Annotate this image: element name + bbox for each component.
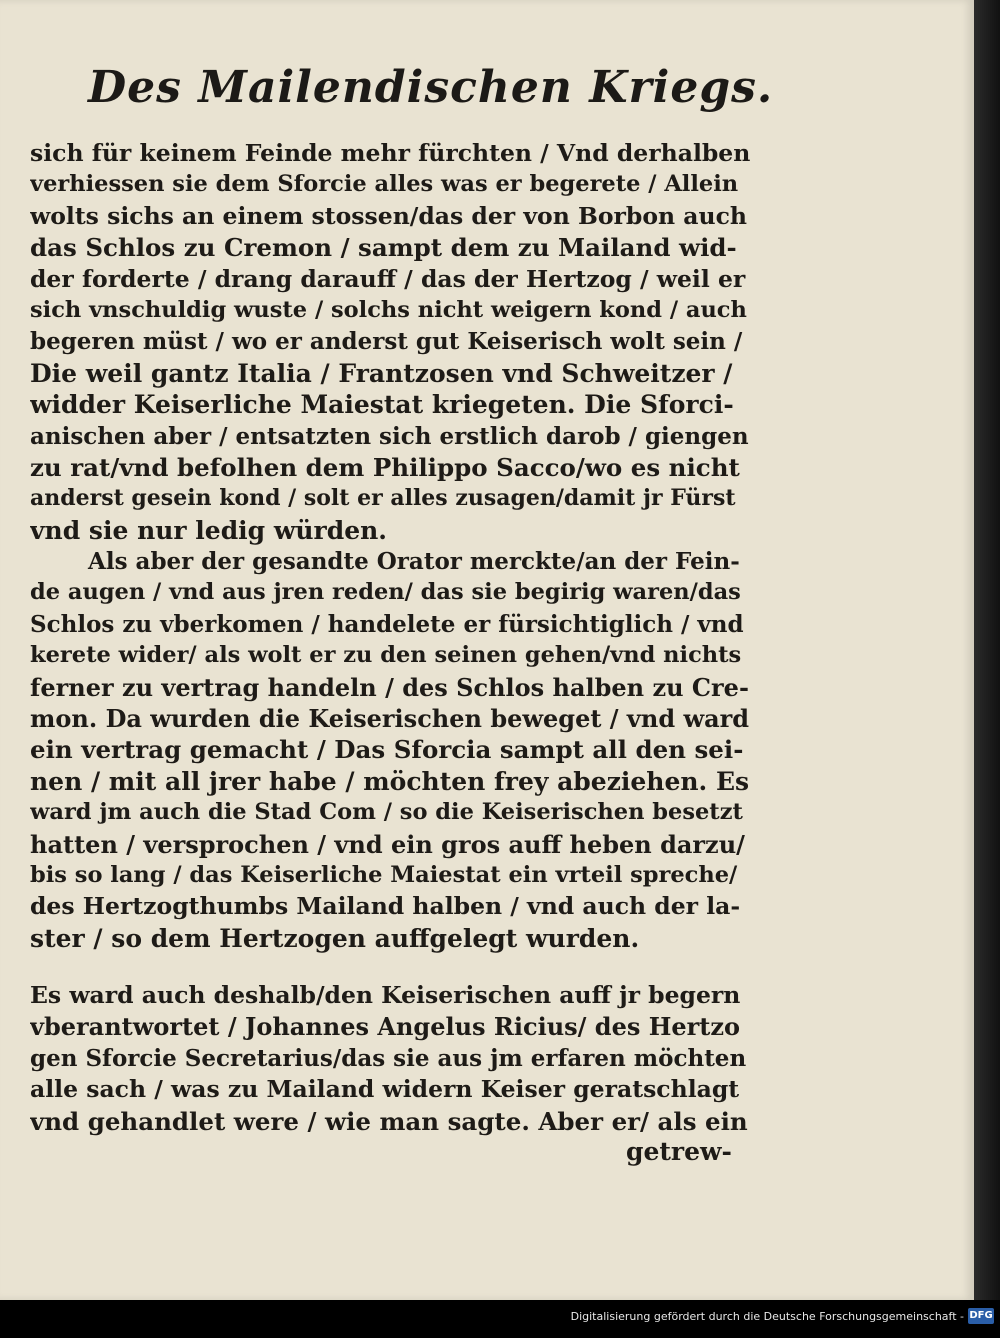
paragraph-3 [30,980,750,1137]
text-line: widder Keiserliche Maiestat kriegeten. Die Sforci- [30,390,734,420]
text-line: anischen aber / entsatzten sich erstlich darob / giengen [30,422,749,450]
running-header: Des Mailendischen Kriegs. [88,62,774,113]
text-line: mon. Da wurden die Keiserischen beweget / vnd ward [30,703,750,733]
text-line: ster / so dem Hertzogen auffgelegt wurden. [30,923,640,953]
text-line: Schlos zu vberkomen / handelete er fürsichtiglich / vnd [30,610,744,638]
text-line: Es ward auch deshalb/den Keiserischen auff jr begern [30,981,741,1009]
text-line: wolts sichs an einem stossen/das der von Borbon auch [30,201,747,230]
text-line: sich für keinem Feinde mehr fürchten / Vnd derhalben [30,139,750,167]
paragraph-1 [30,138,750,546]
text-line: Die weil gantz Italia / Frantzosen vnd Schweitzer / [30,358,733,388]
text-line: ward jm auch die Stad Com / so die Keiserischen besetzt [30,799,743,826]
text-line: kerete wider/ als wolt er zu den seinen gehen/vnd nichts [30,642,742,669]
text-line: de augen / vnd aus jren reden/ das sie begirig waren/das [30,579,741,606]
text-line: Als aber der gesandte Orator merckte/an der Fein- [88,548,740,575]
text-line: das Schlos zu Cremon / sampt dem zu Mailand wid- [30,233,737,263]
text-line: ferner zu vertrag handeln / des Schlos halben zu Cre- [30,672,749,702]
text-line: ein vertrag gemacht / Das Sforcia sampt all den sei- [30,735,744,765]
text-line: des Hertzogthumbs Mailand halben / vnd auch der la- [30,892,741,921]
text-line: vnd sie nur ledig würden. [30,515,387,545]
catchword: getrew- [626,1137,732,1166]
text-line: hatten / versprochen / vnd ein gros auff heben darzu/ [30,829,745,859]
text-line: sich vnschuldig wuste / solchs nicht weigern kond / auch [30,296,747,323]
paragraph-2 [30,546,750,954]
text-line: anderst gesein kond / solt er alles zusagen/damit jr Fürst [30,485,736,512]
text-line: vberantwortet / Johannes Angelus Ricius/ des Hertzo [30,1012,741,1042]
text-line: alle sach / was zu Mailand widern Keiser geratschlagt [30,1075,740,1104]
text-line: begeren müst / wo er anderst gut Keiserisch wolt sein / [30,328,743,356]
text-line: nen / mit all jrer habe / möchten frey abeziehen. Es [30,766,750,796]
text-line: der forderte / drang darauff / das der Hertzog / weil er [30,264,746,293]
footer-bar [0,1300,1000,1338]
dfg-logo-icon: DFG [968,1308,994,1324]
text-line: verhiessen sie dem Sforcie alles was er begerete / Allein [30,171,739,198]
text-line: bis so lang / das Keiserliche Maiestat ein vrteil spreche/ [30,861,738,888]
text-line: vnd gehandlet were / wie man sagte. Aber er/ als ein [30,1106,748,1136]
page-edge [974,0,1000,1300]
text-line: zu rat/vnd befolhen dem Philippo Sacco/wo es nicht [30,452,740,482]
footer-credit: Digitalisierung gefördert durch die Deutsche Forschungsgemeinschaft - [570,1310,964,1323]
text-line: gen Sforcie Secretarius/das sie aus jm erfaren möchten [30,1044,747,1072]
